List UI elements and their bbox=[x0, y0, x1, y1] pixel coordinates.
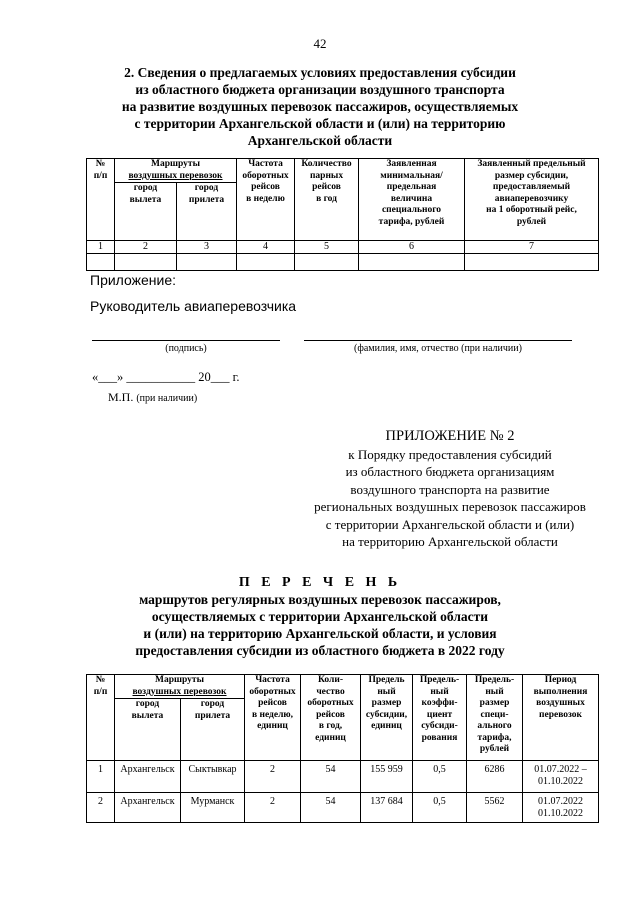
table-row bbox=[87, 793, 599, 823]
list-title-line: осуществляемых с территории Архангельской области bbox=[151, 609, 489, 624]
annex-line: на территорию Архангельской области bbox=[342, 534, 558, 549]
section-title-line: Архангельской области bbox=[247, 133, 393, 148]
empty-cell bbox=[237, 254, 295, 271]
section-title-line: на развитие воздушных перевозок пассажиров, осуществляемых bbox=[121, 99, 519, 114]
stamp-line bbox=[108, 390, 197, 405]
proposal-table bbox=[86, 158, 599, 271]
header-frequency: Частота оборотных рейсов в неделю, единиц bbox=[245, 675, 301, 761]
page-number: 42 bbox=[313, 36, 327, 51]
col-number: 3 bbox=[177, 241, 237, 254]
header-to: город прилета bbox=[177, 183, 237, 241]
cell-frequency: 2 bbox=[245, 793, 301, 823]
header-routes: Маршруты воздушных перевозок bbox=[115, 675, 245, 699]
head-label: Руководитель авиаперевозчика bbox=[90, 298, 297, 314]
cell-coefficient: 0,5 bbox=[413, 761, 467, 793]
annex-title: ПРИЛОЖЕНИЕ № 2 bbox=[385, 428, 515, 444]
cell-count: 54 bbox=[301, 793, 361, 823]
annex-line: из областного бюджета организациям bbox=[345, 464, 555, 479]
cell-to: Мурманск bbox=[181, 793, 245, 823]
cell-count: 54 bbox=[301, 761, 361, 793]
stamp-label: М.П. bbox=[108, 390, 134, 404]
cell-from: Архангельск bbox=[115, 793, 181, 823]
header-tariff: Заявленная минимальная/ предельная величина специального тарифа, рублей bbox=[359, 159, 465, 241]
stamp-note: (при наличии) bbox=[136, 393, 198, 404]
annex-line: с территории Архангельской области и (или) bbox=[325, 516, 575, 532]
cell-subsidy: 137 684 bbox=[361, 793, 413, 823]
annex-line: воздушного транспорта на развитие bbox=[350, 481, 550, 497]
col-number: 5 bbox=[295, 241, 359, 254]
routes-table bbox=[86, 674, 599, 823]
cell-tariff: 5562 bbox=[467, 793, 523, 823]
list-title-line: и (или) на территорию Архангельской области, и условия bbox=[143, 626, 497, 641]
section-title bbox=[60, 64, 580, 149]
col-number: 6 bbox=[359, 241, 465, 254]
header-subsidy: Предель ный размер субсидии, единиц bbox=[361, 675, 413, 761]
header-period: Период выполнения воздушных перевозок bbox=[523, 675, 599, 761]
cell-frequency: 2 bbox=[245, 761, 301, 793]
list-title-heading: П Е Р Е Ч Е Н Ь bbox=[238, 575, 402, 590]
header-num: № п/п bbox=[87, 675, 115, 761]
empty-cell bbox=[115, 254, 177, 271]
empty-cell bbox=[295, 254, 359, 271]
list-title-line: маршрутов регулярных воздушных перевозок пассажиров, bbox=[139, 592, 501, 607]
empty-cell bbox=[359, 254, 465, 271]
signature-line bbox=[92, 340, 280, 341]
annex-header bbox=[260, 428, 640, 551]
cell-to: Сыктывкар bbox=[181, 761, 245, 793]
list-title-line: предоставления субсидии из областного бюджета в 2022 году bbox=[135, 643, 505, 658]
col-number: 7 bbox=[465, 241, 599, 254]
name-line bbox=[304, 340, 572, 341]
cell-period: 01.07.2022 01.10.2022 bbox=[523, 793, 599, 823]
table-row bbox=[87, 761, 599, 793]
cell-from: Архангельск bbox=[115, 761, 181, 793]
section-title-line: из областного бюджета организации воздушного транспорта bbox=[135, 82, 505, 97]
header-frequency: Частота оборотных рейсов в неделю bbox=[237, 159, 295, 241]
header-routes: Маршруты воздушных перевозок bbox=[115, 159, 237, 183]
empty-cell bbox=[87, 254, 115, 271]
section-title-line: с территории Архангельской области и (или) на территорию bbox=[134, 116, 506, 131]
cell-num: 2 bbox=[87, 793, 115, 823]
date-line: «___» ___________ 20___ г. bbox=[92, 370, 240, 384]
header-tariff: Предель- ный размер специ- ального тарифа, рублей bbox=[467, 675, 523, 761]
annex-line: к Порядку предоставления субсидий bbox=[348, 446, 552, 462]
col-number: 1 bbox=[87, 241, 115, 254]
col-number: 4 bbox=[237, 241, 295, 254]
header-subsidy: Заявленный предельный размер субсидии, предоставляемый авиаперевозчику на 1 оборотный рейс, рублей bbox=[465, 159, 599, 241]
header-from: город вылета bbox=[115, 699, 181, 761]
empty-cell bbox=[177, 254, 237, 271]
cell-coefficient: 0,5 bbox=[413, 793, 467, 823]
signature-caption: (подпись) bbox=[165, 343, 207, 354]
section-title-line: 2. Сведения о предлагаемых условиях предоставления субсидии bbox=[124, 65, 516, 80]
cell-period: 01.07.2022 – 01.10.2022 bbox=[523, 761, 599, 793]
header-num: № п/п bbox=[87, 159, 115, 241]
appendix-label: Приложение: bbox=[90, 272, 177, 288]
cell-num: 1 bbox=[87, 761, 115, 793]
empty-cell bbox=[465, 254, 599, 271]
col-number: 2 bbox=[115, 241, 177, 254]
header-count: Количество парных рейсов в год bbox=[295, 159, 359, 241]
header-coefficient: Предель- ный коэффи- циент субсиди- рования bbox=[413, 675, 467, 761]
header-count: Коли- чество оборотных рейсов в год, единиц bbox=[301, 675, 361, 761]
header-from: город вылета bbox=[115, 183, 177, 241]
annex-line: региональных воздушных перевозок пассажиров bbox=[314, 499, 586, 514]
header-to: город прилета bbox=[181, 699, 245, 761]
name-caption: (фамилия, имя, отчество (при наличии) bbox=[354, 343, 522, 354]
cell-subsidy: 155 959 bbox=[361, 761, 413, 793]
cell-tariff: 6286 bbox=[467, 761, 523, 793]
list-title bbox=[60, 574, 580, 659]
